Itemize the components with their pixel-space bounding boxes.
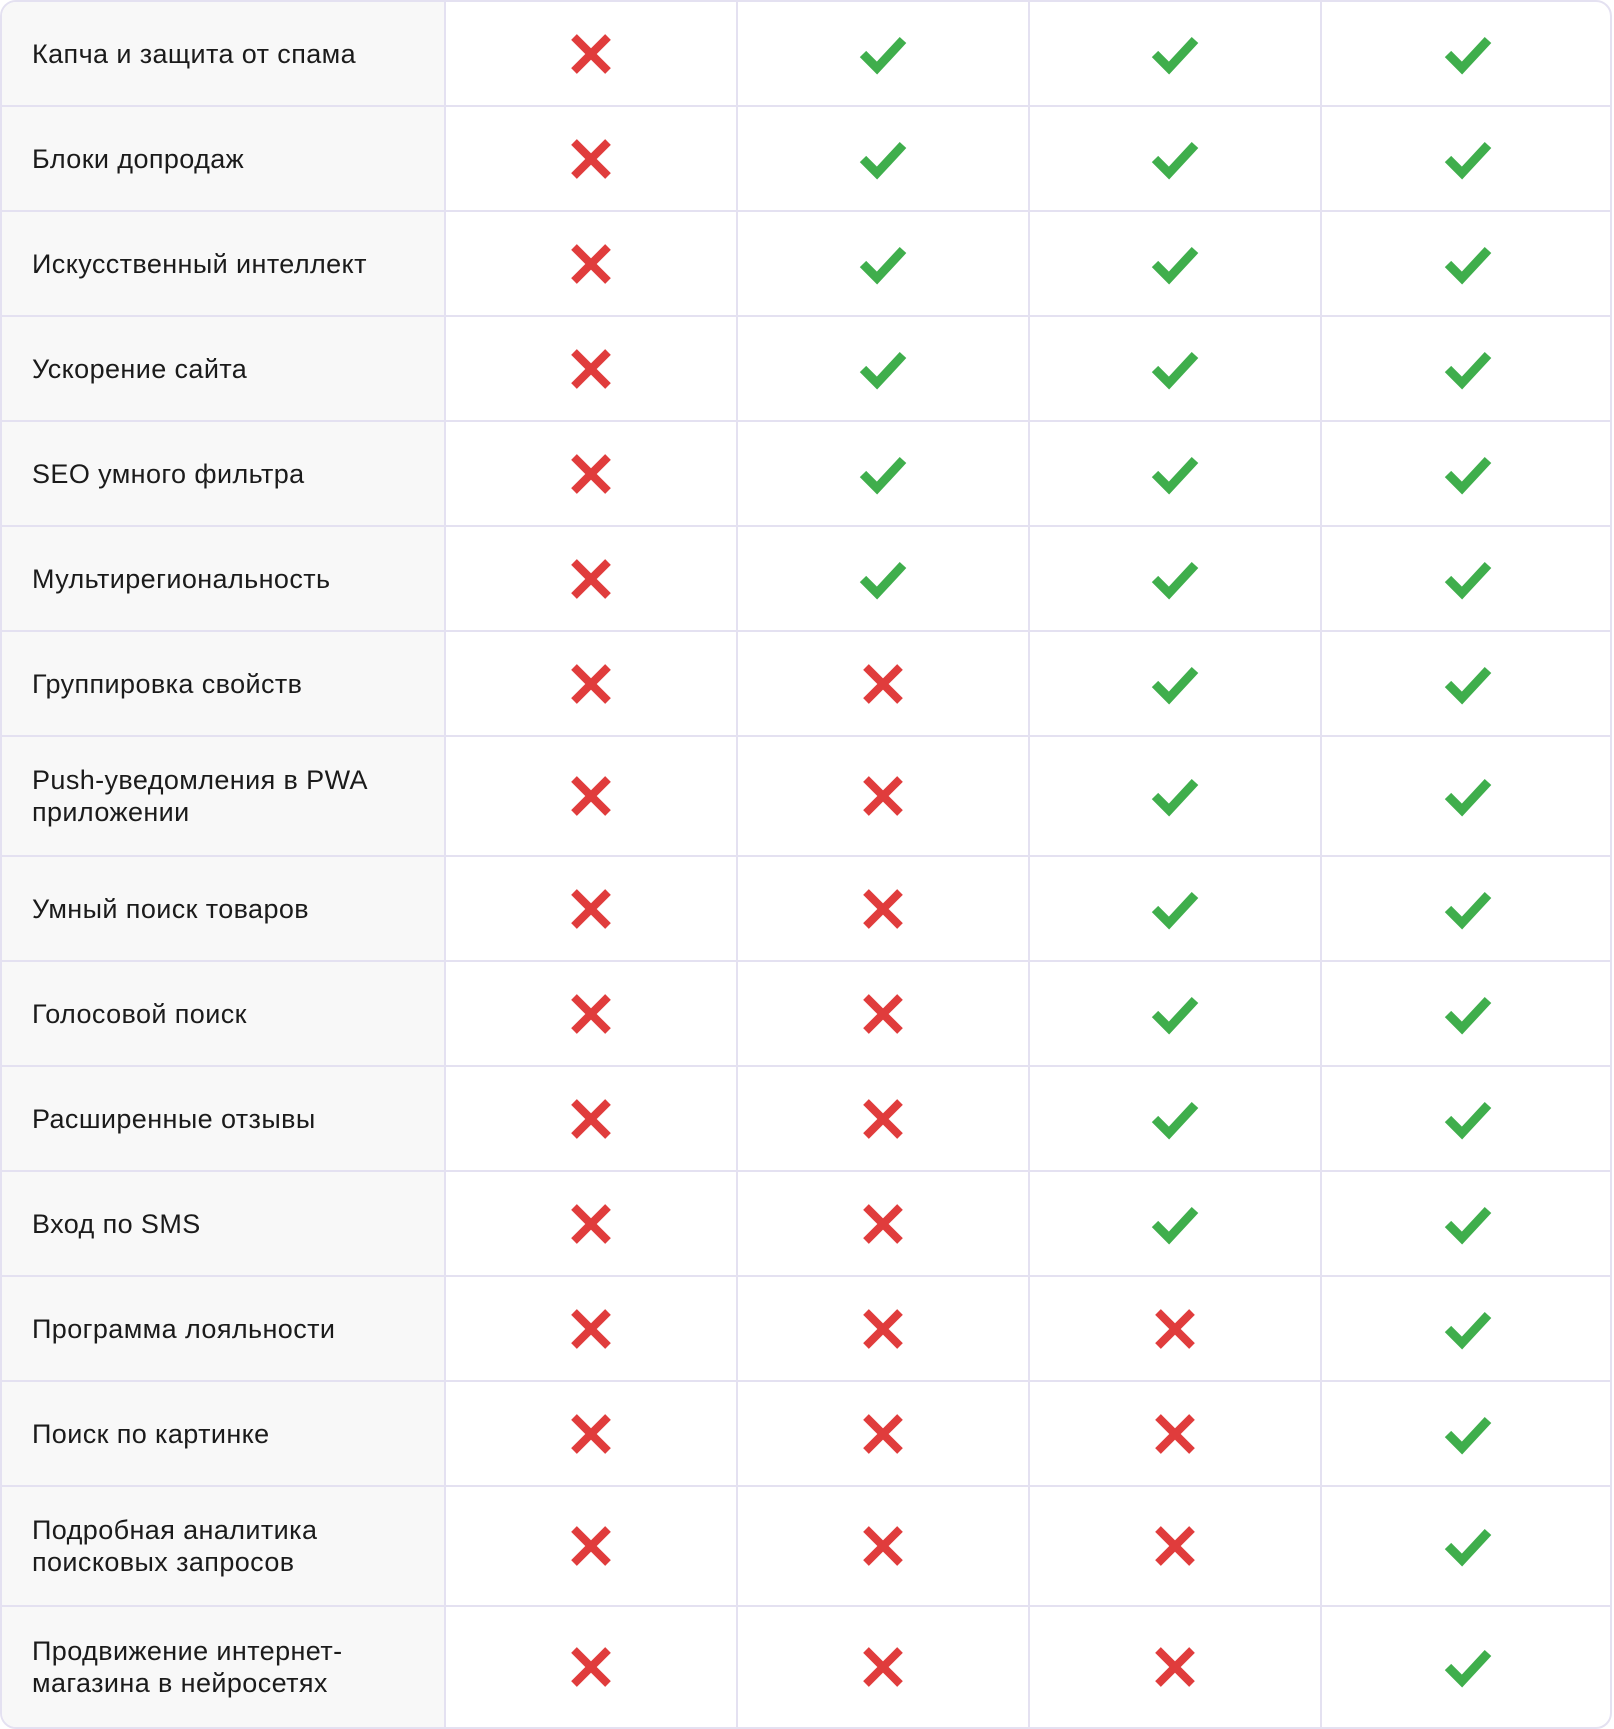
cross-icon (569, 662, 613, 706)
plan-cell (446, 1172, 738, 1275)
table-row (2, 212, 1610, 317)
plan-cell (446, 317, 738, 420)
plan-cell (446, 2, 738, 105)
plan-cell (738, 962, 1030, 1065)
check-icon (1150, 1203, 1200, 1245)
plan-cell (738, 212, 1030, 315)
plan-cell (1322, 1487, 1612, 1605)
plan-cell (446, 212, 738, 315)
check-icon (1443, 663, 1493, 705)
plan-cell (1322, 422, 1612, 525)
check-icon (1443, 1203, 1493, 1245)
cross-icon (1153, 1524, 1197, 1568)
table-row (2, 857, 1610, 962)
plan-cell (1322, 1607, 1612, 1727)
plan-cell (446, 1382, 738, 1485)
plan-cell (738, 1067, 1030, 1170)
check-icon (1443, 775, 1493, 817)
plan-cell (1030, 422, 1322, 525)
plan-cell (1322, 737, 1612, 855)
cross-icon (569, 1412, 613, 1456)
plan-cell (738, 527, 1030, 630)
table-row (2, 1277, 1610, 1382)
cross-icon (1153, 1412, 1197, 1456)
plan-cell (738, 1487, 1030, 1605)
cross-icon (569, 32, 613, 76)
feature-name: Push-уведомления в PWA приложении (2, 737, 446, 855)
plan-cell (446, 737, 738, 855)
feature-name: Ускорение сайта (2, 317, 446, 420)
plan-cell (1030, 1067, 1322, 1170)
table-row (2, 107, 1610, 212)
cross-icon (861, 1645, 905, 1689)
table-row (2, 527, 1610, 632)
feature-name: Мультирегиональность (2, 527, 446, 630)
check-icon (1150, 1098, 1200, 1140)
cross-icon (861, 1412, 905, 1456)
cross-icon (569, 774, 613, 818)
cross-icon (569, 557, 613, 601)
cross-icon (569, 242, 613, 286)
plan-cell (1030, 962, 1322, 1065)
plan-cell (1030, 107, 1322, 210)
plan-cell (446, 857, 738, 960)
cross-icon (569, 1307, 613, 1351)
feature-name: SEO умного фильтра (2, 422, 446, 525)
table-row (2, 1067, 1610, 1172)
check-icon (1150, 775, 1200, 817)
cross-icon (861, 887, 905, 931)
feature-name: Блоки допродаж (2, 107, 446, 210)
plan-cell (446, 422, 738, 525)
check-icon (858, 33, 908, 75)
cross-icon (569, 1202, 613, 1246)
plan-cell (1030, 857, 1322, 960)
cross-icon (569, 1645, 613, 1689)
cross-icon (569, 992, 613, 1036)
plan-cell (738, 422, 1030, 525)
feature-name: Умный поиск товаров (2, 857, 446, 960)
feature-name: Вход по SMS (2, 1172, 446, 1275)
cross-icon (1153, 1645, 1197, 1689)
check-icon (1443, 1525, 1493, 1567)
plan-cell (1322, 527, 1612, 630)
check-icon (1150, 138, 1200, 180)
cross-icon (569, 347, 613, 391)
feature-name: Подробная аналитика поисковых запросов (2, 1487, 446, 1605)
check-icon (1150, 348, 1200, 390)
cross-icon (861, 1097, 905, 1141)
plan-cell (1322, 317, 1612, 420)
check-icon (858, 558, 908, 600)
plan-cell (1322, 1067, 1612, 1170)
cross-icon (569, 887, 613, 931)
check-icon (1150, 663, 1200, 705)
feature-name: Продвижение интернет-магазина в нейросетях (2, 1607, 446, 1727)
check-icon (1150, 33, 1200, 75)
plan-cell (1030, 212, 1322, 315)
plan-cell (1030, 1487, 1322, 1605)
table-row (2, 737, 1610, 857)
plan-cell (1322, 212, 1612, 315)
check-icon (1443, 558, 1493, 600)
plan-cell (446, 1067, 738, 1170)
check-icon (1150, 993, 1200, 1035)
plan-cell (446, 527, 738, 630)
plan-cell (446, 1487, 738, 1605)
table-row (2, 1607, 1610, 1727)
plan-cell (1322, 962, 1612, 1065)
check-icon (1443, 1098, 1493, 1140)
table-row (2, 962, 1610, 1067)
plan-cell (446, 962, 738, 1065)
feature-name: Программа лояльности (2, 1277, 446, 1380)
table-row (2, 2, 1610, 107)
check-icon (1443, 888, 1493, 930)
plan-cell (738, 737, 1030, 855)
check-icon (1150, 558, 1200, 600)
plan-cell (738, 1172, 1030, 1275)
table-row (2, 1172, 1610, 1277)
plan-cell (1322, 107, 1612, 210)
cross-icon (569, 1524, 613, 1568)
check-icon (1443, 453, 1493, 495)
cross-icon (861, 1307, 905, 1351)
plan-cell (1030, 1607, 1322, 1727)
plan-cell (446, 1607, 738, 1727)
plan-cell (738, 1382, 1030, 1485)
plan-cell (1030, 527, 1322, 630)
plan-cell (1322, 632, 1612, 735)
plan-cell (738, 107, 1030, 210)
plan-cell (738, 1277, 1030, 1380)
feature-name: Капча и защита от спама (2, 2, 446, 105)
check-icon (1443, 348, 1493, 390)
plan-cell (738, 632, 1030, 735)
plan-cell (1322, 1382, 1612, 1485)
cross-icon (1153, 1307, 1197, 1351)
feature-name: Голосовой поиск (2, 962, 446, 1065)
table-row (2, 632, 1610, 737)
cross-icon (569, 137, 613, 181)
plan-cell (446, 1277, 738, 1380)
cross-icon (861, 1524, 905, 1568)
plan-cell (1030, 1277, 1322, 1380)
table-row (2, 422, 1610, 527)
check-icon (858, 348, 908, 390)
check-icon (1150, 453, 1200, 495)
plan-cell (446, 107, 738, 210)
table-row (2, 1487, 1610, 1607)
plan-cell (738, 2, 1030, 105)
cross-icon (569, 452, 613, 496)
cross-icon (861, 1202, 905, 1246)
plan-cell (1030, 317, 1322, 420)
plan-cell (738, 317, 1030, 420)
check-icon (1443, 993, 1493, 1035)
check-icon (1443, 1413, 1493, 1455)
check-icon (858, 243, 908, 285)
plan-cell (1030, 1172, 1322, 1275)
plan-cell (1030, 1382, 1322, 1485)
check-icon (1443, 1646, 1493, 1688)
cross-icon (569, 1097, 613, 1141)
check-icon (1150, 888, 1200, 930)
plan-cell (1030, 737, 1322, 855)
plan-cell (1322, 1172, 1612, 1275)
check-icon (1150, 243, 1200, 285)
feature-name: Поиск по картинке (2, 1382, 446, 1485)
feature-name: Расширенные отзывы (2, 1067, 446, 1170)
table-row (2, 317, 1610, 422)
check-icon (1443, 1308, 1493, 1350)
check-icon (858, 453, 908, 495)
plan-cell (1322, 857, 1612, 960)
cross-icon (861, 992, 905, 1036)
check-icon (1443, 33, 1493, 75)
plan-cell (1322, 2, 1612, 105)
check-icon (858, 138, 908, 180)
plan-cell (1030, 632, 1322, 735)
plan-cell (1030, 2, 1322, 105)
cross-icon (861, 774, 905, 818)
check-icon (1443, 243, 1493, 285)
plan-cell (446, 632, 738, 735)
cross-icon (861, 662, 905, 706)
plan-cell (738, 857, 1030, 960)
check-icon (1443, 138, 1493, 180)
table-row (2, 1382, 1610, 1487)
feature-name: Группировка свойств (2, 632, 446, 735)
plan-cell (738, 1607, 1030, 1727)
feature-name: Искусственный интеллект (2, 212, 446, 315)
plan-cell (1322, 1277, 1612, 1380)
